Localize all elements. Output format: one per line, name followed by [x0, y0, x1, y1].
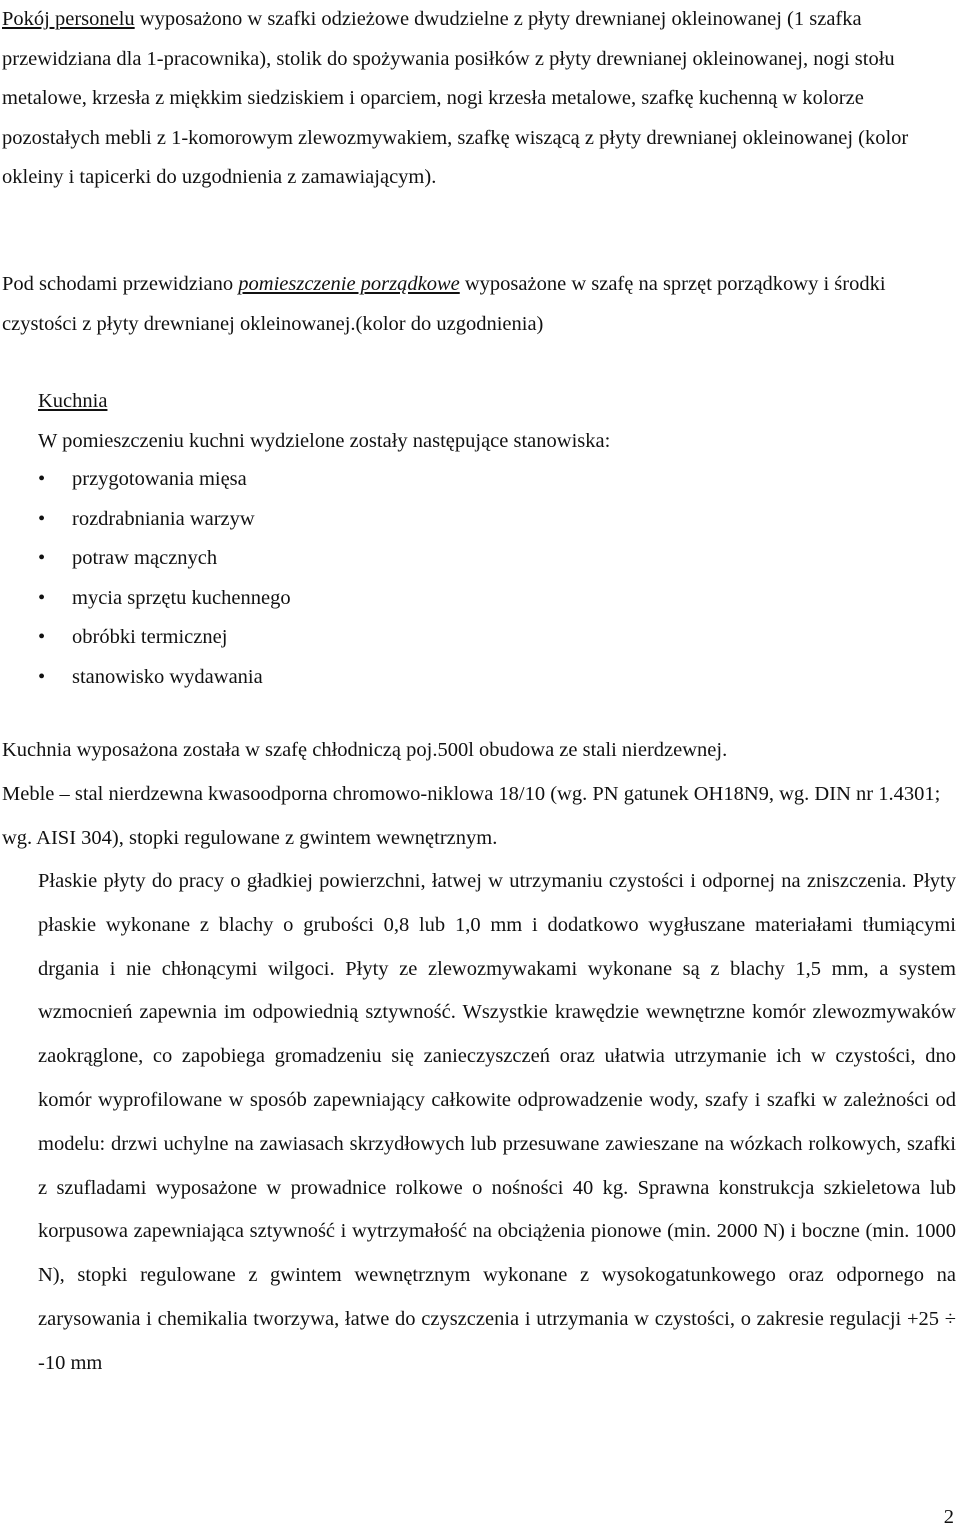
- staff-room-text: wyposażono w szafki odzieżowe dwudzielne z płyty drewnianej okleinowanej (1 szafka przewidziana dla 1-pracownika), stolik do spożywania posiłków z płyty drewnianej okleinowanej, nogi stołu metalowe, krzesła z miękkim siedziskiem i oparciem, nogi krzesła metalowe, szafkę kuchenną w kolorze pozostałych mebli z 1-komorowym zlewozmywakiem, szafkę wiszącą z płyty drewnianej okleinowanej (kolor okleiny i tapicerki do uzgodnienia z zamawiającym).: [2, 8, 909, 188]
- kitchen-stations-list: [38, 460, 938, 697]
- equipment-paragraph: [2, 728, 954, 860]
- list-item: [38, 579, 938, 619]
- fridge-line: Kuchnia wyposażona została w szafę chłodniczą poj.500l obudowa ze stali nierdzewnej.: [2, 739, 728, 761]
- list-item-text: mycia sprzętu kuchennego: [72, 586, 291, 609]
- cleaning-room-emphasis: pomieszczenie porządkowe: [238, 273, 460, 295]
- list-item: [38, 618, 938, 658]
- list-item-text: stanowisko wydawania: [72, 665, 263, 688]
- list-item: [38, 500, 938, 540]
- list-item-text: przygotowania mięsa: [72, 468, 247, 490]
- list-item-text: rozdrabniania warzyw: [72, 507, 255, 530]
- page-number: 2: [943, 1506, 954, 1528]
- bullet-icon: •: [38, 665, 46, 688]
- list-item-text: obróbki termicznej: [72, 626, 228, 648]
- worktops-paragraph: Płaskie płyty do pracy o gładkiej powierzchni, łatwej w utrzymaniu czystości i odpornej na zniszczenia. Płyty płaskie wykonane z blachy o grubości 0,8 lub 1,0 mm i dodatkowo wygłuszane materiałami tłumiącymi drgania i nie chłonącymi wilgoci. Płyty ze zlewozmywakami wykonane są z blachy 1,5 mm, a system wzmocnień zapewnia im odpowiednią sztywność. Wszystkie krawędzie wewnętrzne komór zlewozmywaków zaokrąglone, co zapobiega gromadzeniu się zanieczyszczeń oraz ułatwia utrzymanie ich w czystości, dno komór wyprofilowane w sposób zapewniający całkowite odprowadzenie wody, szafy i szafki w zależności od modelu: drzwi uchylne na zawiasach skrzydłowych lub przesuwane zawieszane na wózkach rolkowych, szafki z szufladami wyposażone w prowadnice rolkowe o nośności 40 kg. Sprawna konstrukcja szkieletowa lub korpusowa zapewniająca sztywność i wytrzymałość na obciążenia pionowe (min. 2000 N) i boczne (min. 1000 N), stopki regulowane z gwintem wewnętrznym wykonane z wysokogatunkowego oraz odpornego na zarysowania i chemikalia tworzywa, łatwe do czyszczenia i utrzymania w czystości, o zakresie regulacji +25 ÷ -10 mm: [38, 870, 956, 1374]
- list-item: [38, 658, 938, 698]
- bullet-icon: •: [38, 586, 46, 609]
- list-item: [38, 460, 938, 500]
- bullet-icon: •: [38, 468, 46, 490]
- bullet-icon: •: [38, 626, 46, 648]
- cleaning-room-paragraph: [2, 265, 954, 344]
- furniture-line: Meble – stal nierdzewna kwasoodporna chromowo-niklowa 18/10 (wg. PN gatunek OH18N9, wg. DIN nr 1.4301; wg. AISI 304), stopki regulowane z gwintem wewnętrznym.: [2, 783, 941, 849]
- staff-room-paragraph: [2, 0, 954, 198]
- bullet-icon: •: [38, 547, 46, 569]
- kitchen-intro: W pomieszczeniu kuchni wydzielone zostały następujące stanowiska:: [38, 429, 611, 452]
- bullet-icon: •: [38, 507, 46, 530]
- list-item-text: potraw mącznych: [72, 547, 218, 569]
- kitchen-section: [38, 382, 954, 461]
- cleaning-room-text-before: Pod schodami przewidziano: [2, 273, 239, 295]
- kitchen-heading: Kuchnia: [38, 390, 108, 412]
- cleaning-room-text-after: wyposażone w szafę na sprzęt porządkowy i środki czystości z płyty drewnianej okleinowanej.(kolor do uzgodnienia): [2, 273, 886, 335]
- staff-room-heading: Pokój personelu: [2, 8, 135, 30]
- list-item: [38, 539, 938, 579]
